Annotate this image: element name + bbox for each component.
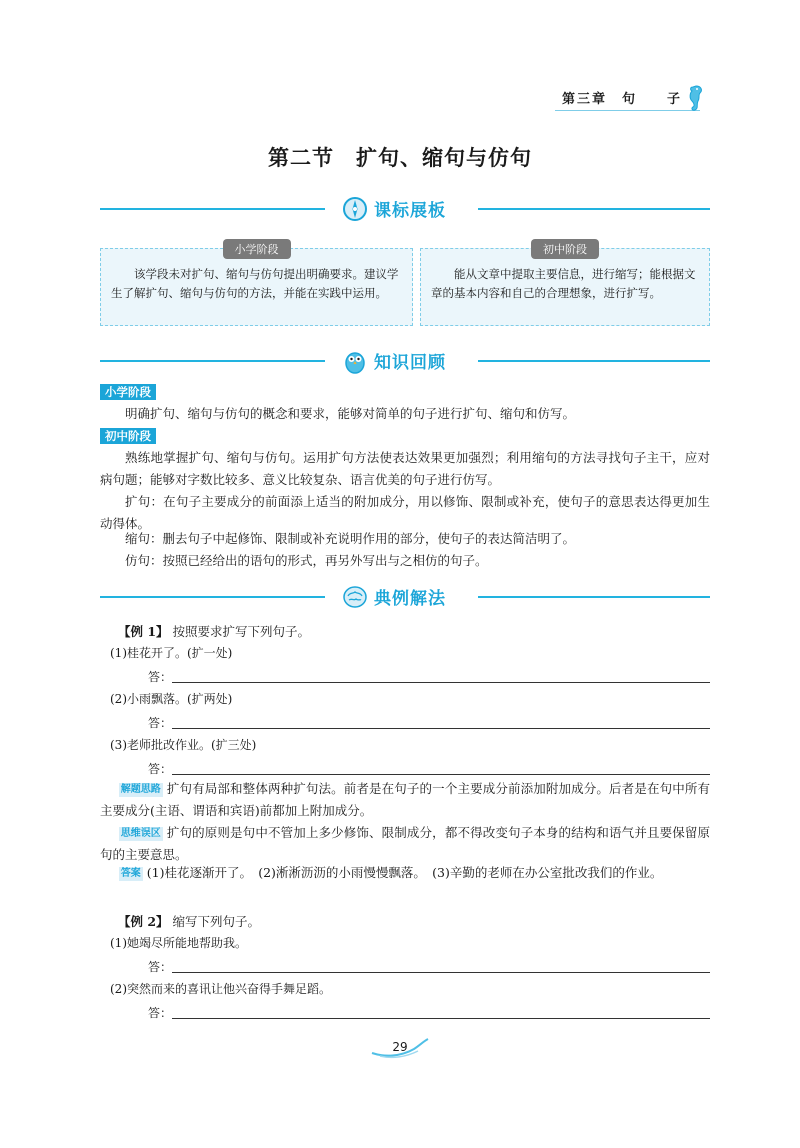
shrink-definition: 缩句：删去句子中起修饰、限制或补充说明作用的部分，使句子的表达简洁明了。: [125, 531, 576, 546]
answer-label: 答：: [148, 762, 173, 776]
section-title: 第二节 扩句、缩句与仿句: [268, 146, 532, 170]
band-line: [478, 596, 710, 598]
answer-label: 答：: [148, 960, 173, 974]
standard-box-junior: [420, 243, 710, 326]
stage-tag: 小学阶段: [223, 239, 291, 259]
approach-note: [100, 778, 710, 822]
band-label: 知识回顾: [374, 353, 446, 373]
example-prompt: 按照要求扩写下列句子。: [172, 624, 311, 639]
band-line: [478, 360, 710, 362]
example-1-title: [118, 622, 310, 640]
band-label: 典例解法: [374, 589, 446, 609]
band-line: [100, 208, 325, 210]
compass-icon: [342, 196, 368, 222]
page-number: [0, 1040, 800, 1054]
seahorse-icon: [684, 84, 706, 112]
band-review: [100, 346, 710, 376]
band-line: [478, 208, 710, 210]
approach-tag: 解题思路: [120, 784, 161, 795]
standard-text: 该学段未对扩句、缩句与仿句提出明确要求。建议学生了解扩句、缩句与仿句的方法，并能在实践中运用。: [111, 267, 399, 300]
example-2-item-1: (1)她竭尽所能地帮助我。: [110, 936, 247, 950]
header-rule: [555, 110, 700, 111]
stage-tag-primary: 小学阶段: [100, 384, 156, 400]
stage-tag: 初中阶段: [531, 239, 599, 259]
pitfall-note: [100, 822, 710, 866]
imitate-definition: 仿句：按照已经给出的语句的形式，再另外写出与之相仿的句子。: [125, 553, 488, 568]
answer-label: 答：: [148, 1006, 173, 1020]
answer-line[interactable]: [148, 958, 710, 976]
answer-underline: [172, 972, 710, 973]
answer-underline: [172, 774, 710, 775]
standard-text: 能从文章中提取主要信息，进行缩写；能根据文章的基本内容和自己的合理想象，进行扩写。: [431, 267, 696, 300]
example-2-item-2: (2)突然而来的喜讯让他兴奋得手舞足蹈。: [110, 982, 331, 996]
band-examples: [100, 582, 710, 612]
pitfall-tag: 思维误区: [120, 828, 161, 839]
pitfall-text: 扩句的原则是句中不管加上多少修饰、限制成分，都不得改变句子本身的结构和语气并且要保留原句的主要意思。: [100, 825, 710, 862]
review-junior-text: 熟练地掌握扩句、缩句与仿句。运用扩句方法使表达效果更加强烈；利用缩句的方法寻找句子主干，应对病句题；能够对字数比较多、意义比较复杂、语言优美的句子进行仿写。: [100, 450, 710, 487]
answer-label: 答：: [148, 716, 173, 730]
example-1-item-2: (2)小雨飘落。(扩两处): [110, 692, 233, 706]
answer-note: [100, 862, 710, 884]
review-primary-text: 明确扩句、缩句与仿句的概念和要求，能够对简单的句子进行扩句、缩句和仿写。: [125, 406, 576, 421]
band-line: [100, 596, 325, 598]
answer-line[interactable]: [148, 714, 710, 732]
example-2-title: [118, 912, 260, 930]
answer-tag: 答案: [120, 868, 141, 879]
answer-underline: [172, 1018, 710, 1019]
brain-icon: [342, 584, 368, 610]
stage-tag-junior: 初中阶段: [100, 428, 156, 444]
answer-line[interactable]: [148, 1004, 710, 1022]
answer-line[interactable]: [148, 668, 710, 686]
approach-text: 扩句有局部和整体两种扩句法。前者是在句子的一个主要成分前添加附加成分。后者是在句中所有主要成分(主语、谓语和宾语)前都加上附加成分。: [100, 781, 710, 818]
example-label: 【例 2】: [118, 914, 169, 929]
answer-underline: [172, 728, 710, 729]
example-prompt: 缩写下列句子。: [172, 914, 261, 929]
expand-definition: 扩句：在句子主要成分的前面添上适当的附加成分，用以修饰、限制或补充，使句子的意思表达得更加生动得体。: [100, 494, 710, 531]
band-standards: [100, 194, 710, 224]
owl-icon: [342, 348, 368, 374]
running-head: [0, 84, 800, 114]
standard-box-primary: [100, 243, 413, 326]
chapter-label: 第三章 句 子: [561, 92, 682, 107]
band-line: [100, 360, 325, 362]
page-number-text: 29: [392, 1040, 408, 1054]
answer-line[interactable]: [148, 760, 710, 778]
example-1-item-3: (3)老师批改作业。(扩三处): [110, 738, 257, 752]
example-label: 【例 1】: [118, 624, 169, 639]
answer-label: 答：: [148, 670, 173, 684]
example-1-item-1: (1)桂花开了。(扩一处): [110, 646, 233, 660]
band-label: 课标展板: [374, 201, 446, 221]
answer-underline: [172, 682, 710, 683]
answer-text: (1)桂花逐渐开了。 (2)淅淅沥沥的小雨慢慢飘落。 (3)辛勤的老师在办公室批改我们的作业。: [146, 865, 663, 880]
